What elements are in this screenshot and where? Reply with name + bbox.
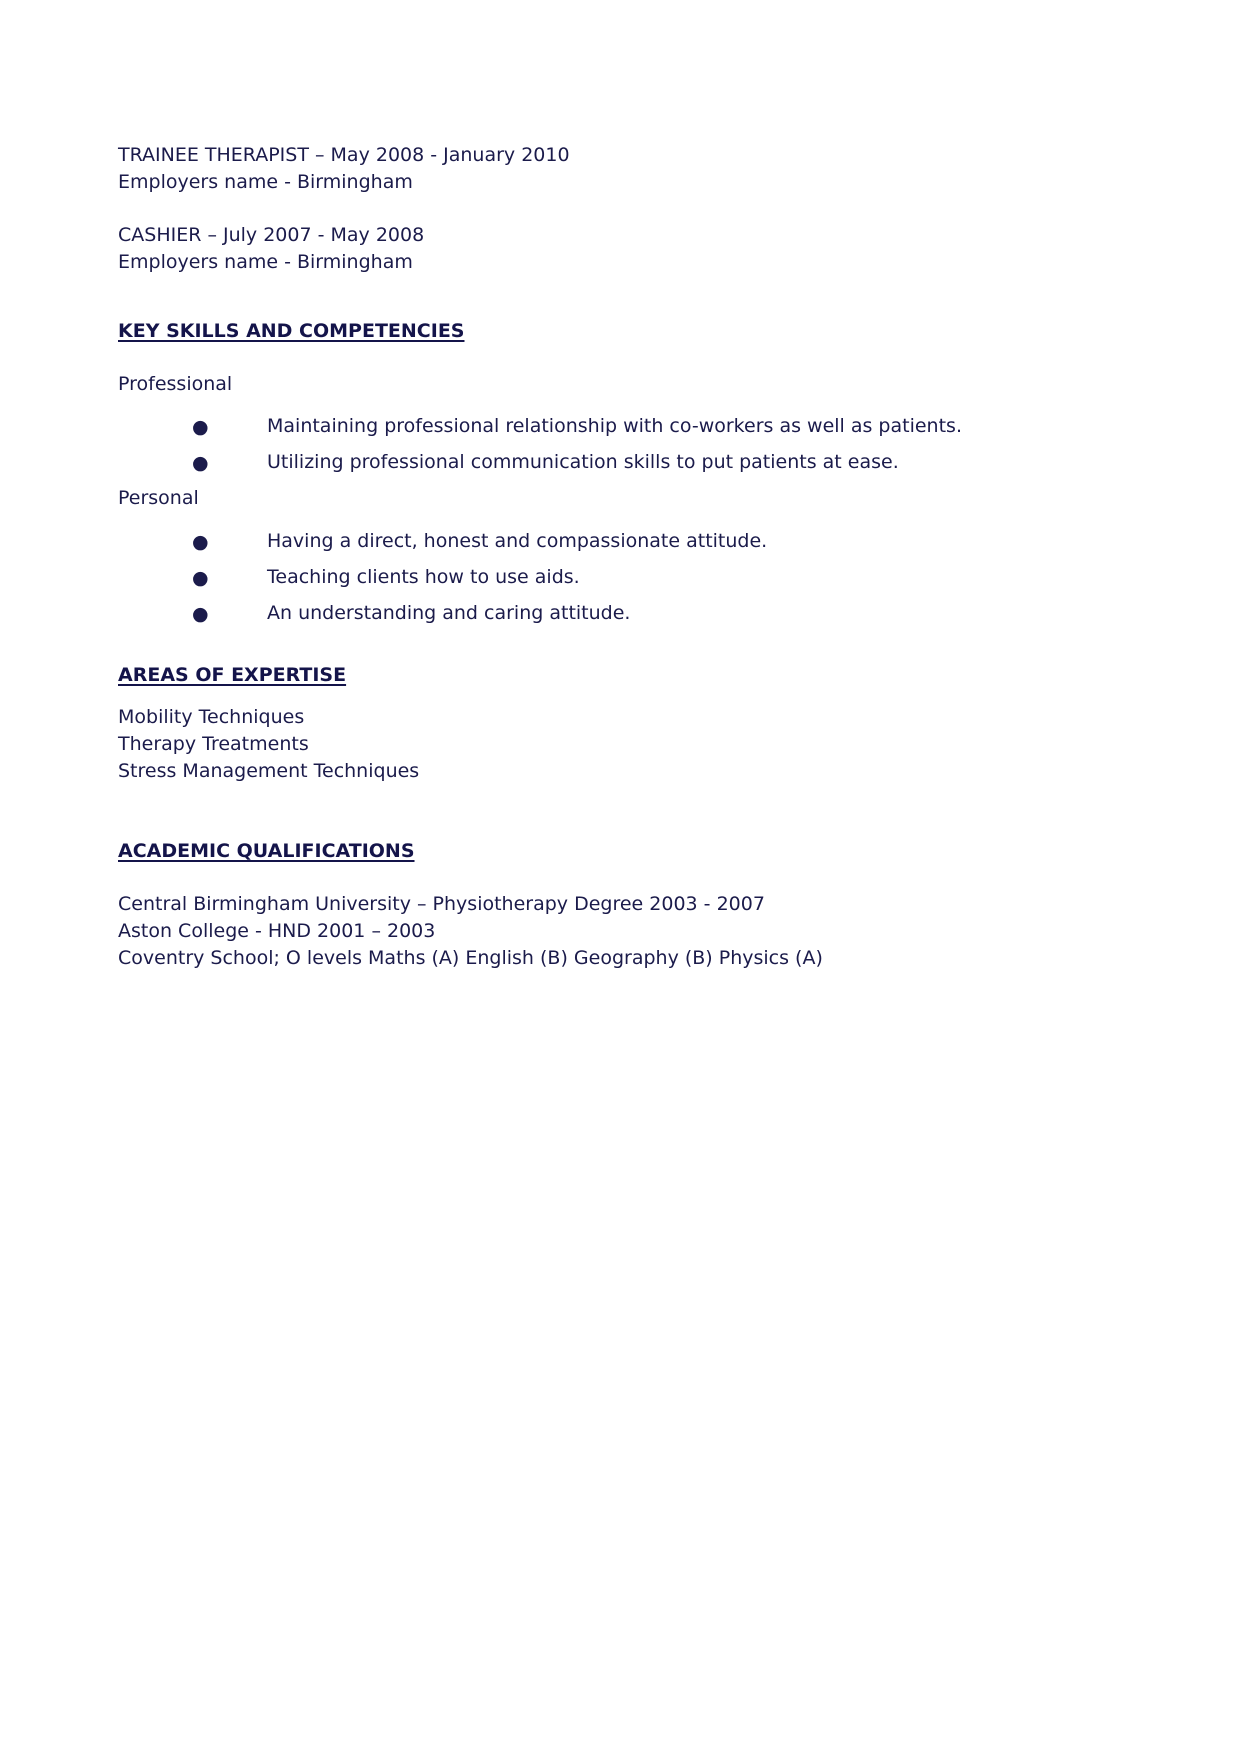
skill-item: Teaching clients how to use aids. (267, 566, 580, 588)
job-employer-line: Employers name - Birmingham (118, 251, 413, 273)
expertise-item: Stress Management Techniques (118, 760, 420, 782)
personal-label: Personal (118, 487, 199, 509)
skill-item: An understanding and caring attitude. (267, 602, 631, 624)
qualification-item: Aston College - HND 2001 – 2003 (118, 920, 436, 942)
expertise-heading: AREAS OF EXPERTISE (118, 664, 347, 686)
professional-label: Professional (118, 373, 233, 395)
expertise-item: Mobility Techniques (118, 706, 305, 728)
bullet-icon: ● (192, 567, 209, 589)
skill-item: Utilizing professional communication skills to put patients at ease. (267, 451, 899, 473)
qualification-item: Coventry School; O levels Maths (A) English (B) Geography (B) Physics (A) (118, 947, 823, 969)
bullet-icon: ● (192, 416, 209, 438)
skill-item: Having a direct, honest and compassionate attitude. (267, 530, 768, 552)
skill-item: Maintaining professional relationship with co-workers as well as patients. (267, 415, 962, 437)
job-employer-line: Employers name - Birmingham (118, 171, 413, 193)
bullet-icon: ● (192, 531, 209, 553)
job-title-line: CASHIER – July 2007 - May 2008 (118, 224, 425, 246)
expertise-item: Therapy Treatments (118, 733, 309, 755)
bullet-icon: ● (192, 603, 209, 625)
academic-heading: ACADEMIC QUALIFICATIONS (118, 840, 415, 862)
key-skills-heading: KEY SKILLS AND COMPETENCIES (118, 320, 465, 342)
job-title-line: TRAINEE THERAPIST – May 2008 - January 2010 (118, 144, 570, 166)
qualification-item: Central Birmingham University – Physiotherapy Degree 2003 - 2007 (118, 893, 765, 915)
bullet-icon: ● (192, 452, 209, 474)
